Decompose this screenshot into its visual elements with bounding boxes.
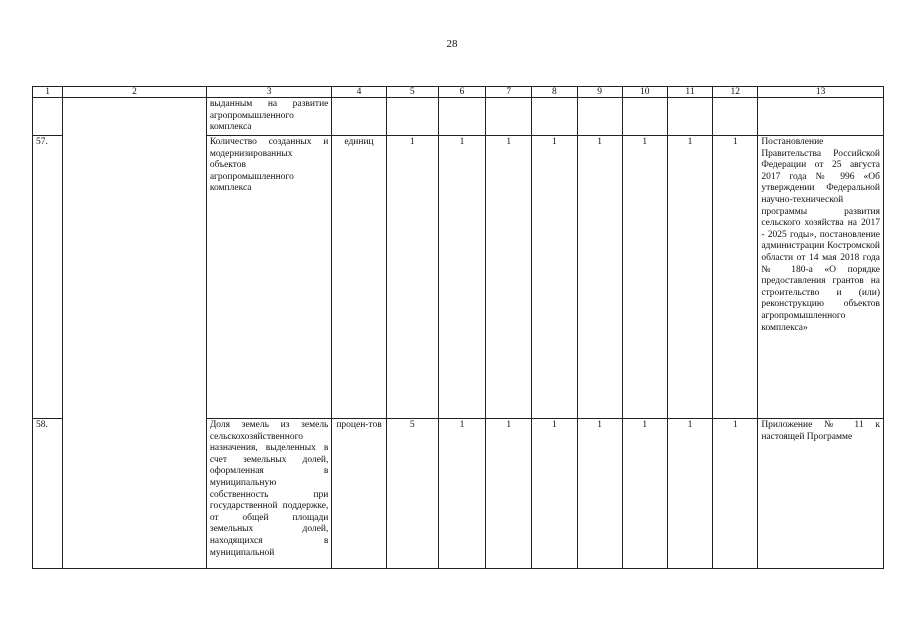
table-cell <box>532 98 577 136</box>
table-cell <box>332 98 386 136</box>
table-cell <box>33 98 63 136</box>
column-header: 13 <box>758 87 884 98</box>
value-cell: 1 <box>713 136 758 419</box>
value-cell: 1 <box>386 136 438 419</box>
indicator-cell: Количество созданных и модернизированных объектов агропромышленного комплекса <box>206 136 332 419</box>
table-cell <box>438 98 485 136</box>
source-cell: Постановление Правительства Российской Федерации от 25 августа 2017 года № 996 «Об утверждении Федеральной научно-технической программы развития сельского хозяйства на 2017 - 2025 годы», постановление администрации Костромской области от 14 мая 2018 года № 180-а «О порядке предоставления грантов на строительство и (или) реконструкцию объектов агропромышленного комплекса» <box>758 136 884 419</box>
table-cell <box>386 98 438 136</box>
column-header: 12 <box>713 87 758 98</box>
value-cell: 1 <box>622 136 667 419</box>
unit-cell: процен-тов <box>332 419 386 569</box>
value-cell: 1 <box>713 419 758 569</box>
indicator-cell: Доля земель из земель сельскохозяйственного назначения, выделенных в счет земельных долей, оформленная в муниципальную собственность при государственной поддержке, от общей площади земельных долей, находящихся в муниципальной <box>206 419 332 569</box>
column-header: 8 <box>532 87 577 98</box>
value-cell: 1 <box>532 136 577 419</box>
table-cell <box>577 98 622 136</box>
table-cell <box>486 98 532 136</box>
indicators-table <box>32 86 884 569</box>
table-cell-group <box>63 98 207 569</box>
row-number: 58. <box>33 419 63 569</box>
column-header: 7 <box>486 87 532 98</box>
table-cell <box>758 98 884 136</box>
column-header: 3 <box>206 87 332 98</box>
column-header-row <box>33 87 884 98</box>
table-cell <box>622 98 667 136</box>
column-header: 4 <box>332 87 386 98</box>
indicator-cell: выданным на развитие агропромышленного комплекса <box>206 98 332 136</box>
value-cell: 1 <box>486 136 532 419</box>
source-cell: Приложение № 11 к настоящей Программе <box>758 419 884 569</box>
column-header: 10 <box>622 87 667 98</box>
value-cell: 1 <box>667 419 712 569</box>
column-header: 2 <box>63 87 207 98</box>
value-cell: 1 <box>438 419 485 569</box>
table-cell <box>713 98 758 136</box>
value-cell: 1 <box>532 419 577 569</box>
unit-cell: единиц <box>332 136 386 419</box>
column-header: 1 <box>33 87 63 98</box>
value-cell: 1 <box>577 419 622 569</box>
table-row-continuation <box>33 98 884 136</box>
value-cell: 1 <box>622 419 667 569</box>
column-header: 9 <box>577 87 622 98</box>
value-cell: 1 <box>667 136 712 419</box>
column-header: 11 <box>667 87 712 98</box>
value-cell: 1 <box>438 136 485 419</box>
table-cell <box>667 98 712 136</box>
column-header: 6 <box>438 87 485 98</box>
value-cell: 1 <box>486 419 532 569</box>
column-header: 5 <box>386 87 438 98</box>
value-cell: 5 <box>386 419 438 569</box>
value-cell: 1 <box>577 136 622 419</box>
row-number: 57. <box>33 136 63 419</box>
page-number: 28 <box>446 38 458 50</box>
